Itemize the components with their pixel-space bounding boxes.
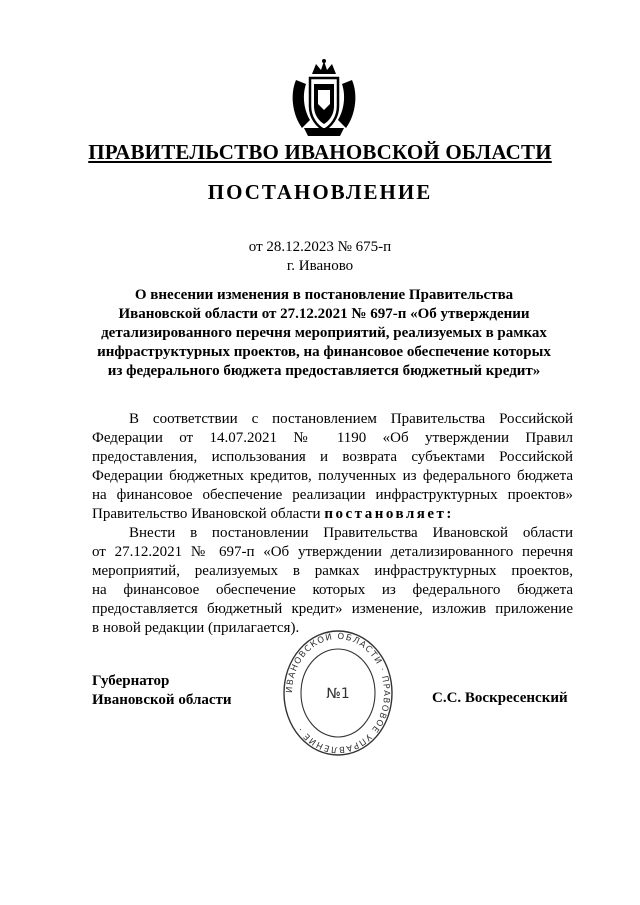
resolution-prefix: Правительство Ивановской области — [92, 506, 325, 522]
title-line: Ивановской области от 27.12.2021 № 697-п «Об утверждении — [118, 306, 530, 322]
body-line: предоставляется бюджетный кредит» изменение, изложив приложение — [92, 601, 573, 617]
body-line: на финансовое обеспечение которых из федерального бюджета — [92, 582, 573, 598]
body-line: от 27.12.2021 № 697-п «Об утверждении детализированного перечня — [92, 544, 573, 560]
body-line: мероприятий, реализуемых в рамках инфраструктурных проектов, — [92, 563, 573, 579]
resolution-keyword: постановляет: — [324, 506, 454, 522]
document-body — [92, 410, 573, 638]
stamp-text: ИВАНОВСКОЙ ОБЛАСТИ · ПРАВОВОЕ УПРАВЛЕНИЕ · — [284, 631, 392, 755]
organization-name: ПРАВИТЕЛЬСТВО ИВАНОВСКОЙ ОБЛАСТИ — [88, 140, 552, 164]
position-line: Губернатор — [92, 673, 170, 689]
body-line: В соответствии с постановлением Правительства Российской — [129, 411, 573, 427]
body-line: предоставления, использования и возврата субъектами Российской — [92, 449, 573, 465]
title-line: инфраструктурных проектов, на финансовое обеспечение которых — [97, 344, 551, 360]
body-line: Внести в постановлении Правительства Ивановской области — [129, 525, 573, 541]
document-type: ПОСТАНОВЛЕНИЕ — [207, 180, 433, 204]
document-title — [92, 286, 556, 381]
title-line: детализированного перечня мероприятий, реализуемых в рамках — [101, 325, 547, 341]
body-line: в новой редакции (прилагается). — [92, 620, 300, 636]
body-line-resolution — [92, 505, 573, 524]
signatory-name: С.С. Воскресенский — [432, 690, 568, 706]
signatory-position — [92, 672, 232, 710]
title-line: из федерального бюджета предоставляется бюджетный кредит» — [107, 363, 541, 379]
city: г. Иваново — [286, 258, 354, 274]
official-stamp — [282, 628, 394, 758]
title-line: О внесении изменения в постановление Правительства — [134, 287, 514, 303]
date-number: от 28.12.2023 № 675-п — [248, 239, 392, 255]
body-line: на финансовое обеспечение реализации инфраструктурных проектов» — [92, 487, 573, 503]
position-line: Ивановской области — [92, 692, 232, 708]
body-line: Федерации от 14.07.2021 № 1190 «Об утверждении Правил — [92, 430, 573, 446]
coat-of-arms-emblem — [288, 58, 360, 138]
document-meta — [0, 238, 640, 276]
body-line: Федерации бюджетных кредитов, полученных из федерального бюджета — [92, 468, 573, 484]
stamp-number: №1 — [326, 686, 350, 702]
